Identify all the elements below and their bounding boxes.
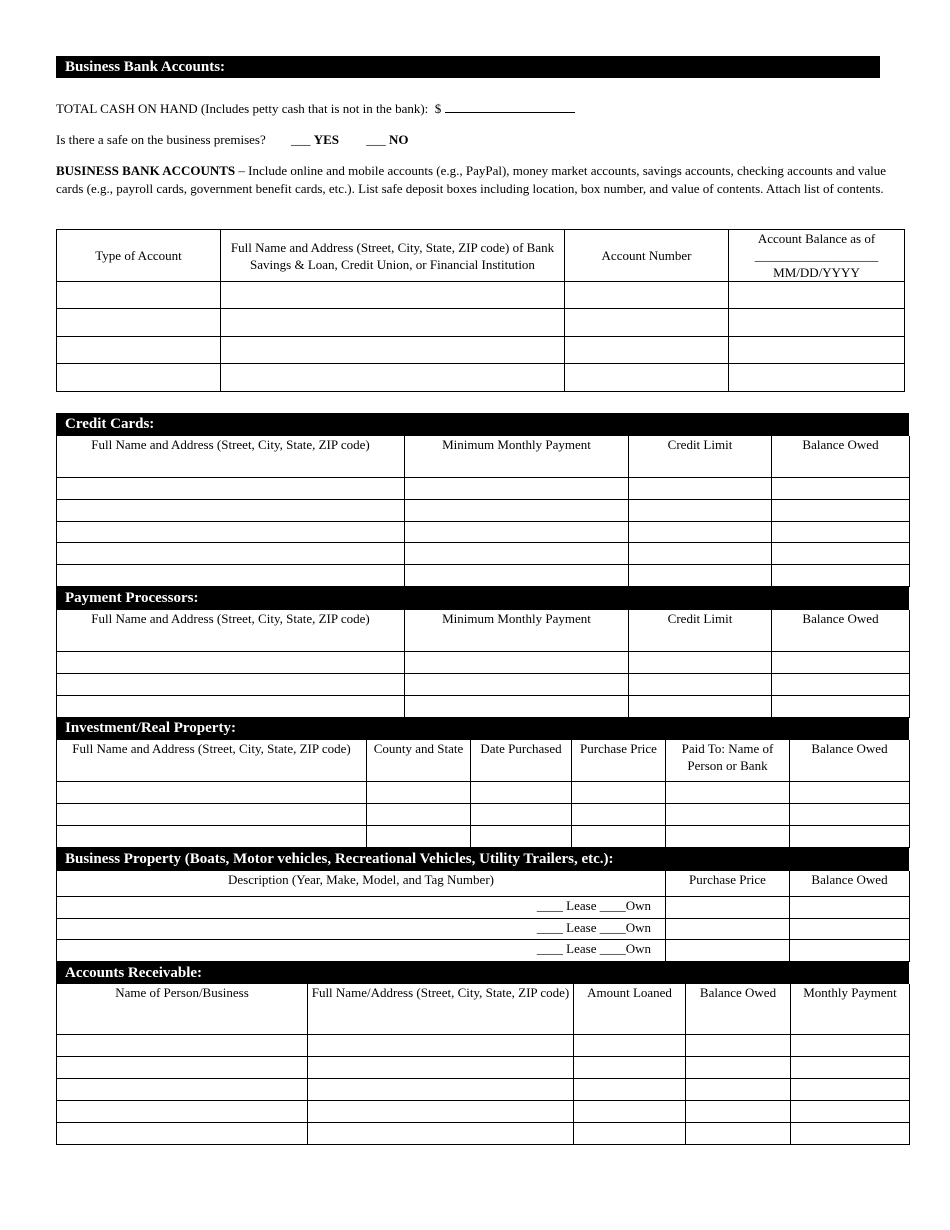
table-cell[interactable]: [471, 825, 572, 847]
investment-table: [56, 740, 910, 848]
table-cell[interactable]: [790, 781, 910, 803]
table-cell[interactable]: [308, 1100, 574, 1122]
table-cell[interactable]: [790, 939, 910, 961]
col-account-number: Account Number: [565, 230, 729, 282]
table-cell[interactable]: [57, 309, 221, 337]
table-row: [57, 337, 905, 364]
lease-own-option[interactable]: ____ Lease ____Own: [57, 918, 666, 939]
safe-question-row: [56, 131, 409, 148]
table-cell[interactable]: [574, 1078, 686, 1100]
cash-on-hand-row: [56, 99, 575, 117]
table-row: [57, 1078, 910, 1100]
table-cell[interactable]: [790, 825, 910, 847]
table-cell[interactable]: [308, 1056, 574, 1078]
col-institution-name: Full Name and Address (Street, City, State, ZIP code) of Bank Savings & Loan, Credit Union, or Financial Institution: [221, 230, 565, 282]
safe-question-label: Is there a safe on the business premises?: [56, 132, 266, 147]
table-cell[interactable]: [405, 673, 629, 695]
col-date-purchased: Date Purchased: [471, 740, 572, 781]
table-cell[interactable]: [57, 695, 405, 717]
table-cell[interactable]: [629, 499, 772, 521]
table-cell[interactable]: [367, 825, 471, 847]
table-cell[interactable]: [686, 1100, 791, 1122]
table-cell[interactable]: [666, 825, 790, 847]
table-row: [57, 542, 910, 564]
yes-blank[interactable]: ___: [291, 132, 311, 147]
table-row: [57, 803, 910, 825]
instructions-text: – Include online and mobile accounts (e.g., PayPal), money market accounts, savings accounts, checking accounts and value cards (e.g., payroll cards, government benefit cards, etc.). List safe deposit boxes including location, box number, and value of contents. Attach list of contents.: [56, 163, 887, 196]
table-cell[interactable]: [57, 337, 221, 364]
table-row: [57, 1034, 910, 1056]
col-type-of-account: Type of Account: [57, 230, 221, 282]
table-cell[interactable]: [572, 825, 666, 847]
table-cell[interactable]: [629, 695, 772, 717]
yes-label: YES: [313, 132, 340, 147]
table-cell[interactable]: [221, 364, 565, 392]
table-cell[interactable]: [57, 521, 405, 542]
bank-accounts-table: [56, 229, 905, 392]
table-cell[interactable]: [686, 1122, 791, 1144]
col-property-balance: Balance Owed: [790, 871, 910, 896]
no-label: NO: [389, 132, 409, 147]
table-cell[interactable]: [57, 1056, 308, 1078]
col-property-purchase-price: Purchase Price: [666, 871, 790, 896]
table-row: [57, 651, 910, 673]
table-cell[interactable]: [57, 651, 405, 673]
table-cell[interactable]: [790, 803, 910, 825]
table-row: [57, 309, 905, 337]
col-property-description: Description (Year, Make, Model, and Tag Number): [57, 871, 666, 896]
table-cell[interactable]: [57, 1100, 308, 1122]
table-cell[interactable]: [57, 564, 405, 586]
table-cell[interactable]: [666, 939, 790, 961]
credit-cards-table: [56, 436, 910, 587]
table-cell[interactable]: [729, 364, 905, 392]
table-cell[interactable]: [57, 542, 405, 564]
table-row: [57, 564, 910, 586]
table-cell[interactable]: [791, 1078, 910, 1100]
table-cell[interactable]: [57, 803, 367, 825]
table-cell[interactable]: [629, 521, 772, 542]
table-cell[interactable]: [221, 282, 565, 309]
table-cell[interactable]: [686, 1034, 791, 1056]
no-blank[interactable]: ___: [366, 132, 386, 147]
table-cell[interactable]: [629, 564, 772, 586]
col-processor-name: Full Name and Address (Street, City, State, ZIP code): [57, 610, 405, 651]
col-processor-limit: Credit Limit: [629, 610, 772, 651]
table-row: [57, 673, 910, 695]
table-cell[interactable]: [565, 337, 729, 364]
business-property-table: [56, 871, 910, 962]
instructions-title: BUSINESS BANK ACCOUNTS: [56, 163, 236, 178]
table-cell[interactable]: [405, 477, 629, 499]
table-cell[interactable]: [574, 1100, 686, 1122]
table-cell[interactable]: [574, 1056, 686, 1078]
table-cell[interactable]: [772, 477, 910, 499]
currency-symbol: $: [434, 101, 442, 116]
table-row: [57, 477, 910, 499]
col-paid-to: Paid To: Name of Person or Bank: [666, 740, 790, 781]
table-cell[interactable]: [57, 282, 221, 309]
col-account-balance: [729, 230, 905, 282]
table-cell[interactable]: [57, 1122, 308, 1144]
table-cell[interactable]: [405, 542, 629, 564]
table-cell[interactable]: [471, 803, 572, 825]
table-cell[interactable]: [790, 918, 910, 939]
table-row: [57, 1122, 910, 1144]
lease-own-option[interactable]: ____ Lease ____Own: [57, 939, 666, 961]
table-cell[interactable]: [308, 1078, 574, 1100]
table-cell[interactable]: [405, 564, 629, 586]
accounts-receivable-table: [56, 984, 910, 1145]
table-cell[interactable]: [57, 1034, 308, 1056]
table-cell[interactable]: [686, 1056, 791, 1078]
table-cell[interactable]: [57, 825, 367, 847]
table-row: [57, 896, 910, 918]
table-cell[interactable]: [772, 651, 910, 673]
table-cell[interactable]: [308, 1034, 574, 1056]
table-row: [57, 939, 910, 961]
investment-header: Investment/Real Property:: [56, 717, 909, 740]
business-property-header: Business Property (Boats, Motor vehicles, Recreational Vehicles, Utility Trailers, etc.):: [56, 847, 909, 871]
table-cell[interactable]: [572, 803, 666, 825]
table-cell[interactable]: [57, 499, 405, 521]
table-cell[interactable]: [666, 896, 790, 918]
payment-processors-header: Payment Processors:: [56, 586, 909, 610]
table-cell[interactable]: [729, 309, 905, 337]
col-processor-balance: Balance Owed: [772, 610, 910, 651]
table-row: [57, 521, 910, 542]
table-cell[interactable]: [57, 477, 405, 499]
table-cell[interactable]: [629, 673, 772, 695]
table-cell[interactable]: [666, 918, 790, 939]
balance-label: Account Balance as of: [757, 231, 876, 246]
table-cell[interactable]: [772, 542, 910, 564]
table-cell[interactable]: [686, 1078, 791, 1100]
col-credit-card-min-payment: Minimum Monthly Payment: [405, 436, 629, 477]
cash-on-hand-label: TOTAL CASH ON HAND (Includes petty cash that is not in the bank):: [56, 101, 429, 116]
col-investment-balance: Balance Owed: [790, 740, 910, 781]
table-cell[interactable]: [729, 337, 905, 364]
table-cell[interactable]: [471, 781, 572, 803]
col-monthly-payment: Monthly Payment: [791, 984, 910, 1034]
table-row: [57, 499, 910, 521]
table-row: [57, 364, 905, 392]
col-receivable-balance: Balance Owed: [686, 984, 791, 1034]
table-row: [57, 1100, 910, 1122]
table-cell[interactable]: [221, 337, 565, 364]
col-investment-name: Full Name and Address (Street, City, State, ZIP code): [57, 740, 367, 781]
table-row: [57, 825, 910, 847]
table-cell[interactable]: [57, 1078, 308, 1100]
col-receivable-name: Name of Person/Business: [57, 984, 308, 1034]
balance-date-blank[interactable]: ___________________: [754, 248, 879, 263]
table-row: [57, 918, 910, 939]
table-cell[interactable]: [565, 282, 729, 309]
table-cell[interactable]: [772, 673, 910, 695]
table-cell[interactable]: [574, 1122, 686, 1144]
balance-date-format: MM/DD/YYYY: [773, 265, 860, 280]
table-cell[interactable]: [772, 564, 910, 586]
payment-processors-table: [56, 610, 910, 718]
table-cell[interactable]: [405, 499, 629, 521]
table-cell[interactable]: [791, 1034, 910, 1056]
table-cell[interactable]: [772, 521, 910, 542]
table-cell[interactable]: [666, 781, 790, 803]
table-cell[interactable]: [367, 803, 471, 825]
table-cell[interactable]: [629, 477, 772, 499]
table-cell[interactable]: [565, 364, 729, 392]
table-cell[interactable]: [221, 309, 565, 337]
table-row: [57, 282, 905, 309]
col-amount-loaned: Amount Loaned: [574, 984, 686, 1034]
table-cell[interactable]: [405, 695, 629, 717]
table-cell[interactable]: [574, 1034, 686, 1056]
col-credit-card-balance: Balance Owed: [772, 436, 910, 477]
credit-cards-header: Credit Cards:: [56, 413, 909, 436]
table-cell[interactable]: [405, 651, 629, 673]
table-cell[interactable]: [405, 521, 629, 542]
table-cell[interactable]: [791, 1056, 910, 1078]
accounts-receivable-header: Accounts Receivable:: [56, 962, 909, 984]
table-cell[interactable]: [790, 896, 910, 918]
col-receivable-address: Full Name/Address (Street, City, State, ZIP code): [308, 984, 574, 1034]
lease-own-option[interactable]: ____ Lease ____Own: [57, 896, 666, 918]
col-credit-card-limit: Credit Limit: [629, 436, 772, 477]
col-credit-card-name: Full Name and Address (Street, City, State, ZIP code): [57, 436, 405, 477]
table-cell[interactable]: [629, 542, 772, 564]
table-cell[interactable]: [57, 673, 405, 695]
table-cell[interactable]: [772, 499, 910, 521]
table-cell[interactable]: [791, 1100, 910, 1122]
bank-accounts-header: Business Bank Accounts:: [56, 56, 880, 78]
table-cell[interactable]: [565, 309, 729, 337]
table-cell[interactable]: [666, 803, 790, 825]
table-row: [57, 781, 910, 803]
table-cell[interactable]: [791, 1122, 910, 1144]
col-processor-min-payment: Minimum Monthly Payment: [405, 610, 629, 651]
table-cell[interactable]: [629, 651, 772, 673]
table-cell[interactable]: [308, 1122, 574, 1144]
table-row: [57, 1056, 910, 1078]
table-cell[interactable]: [572, 781, 666, 803]
col-purchase-price: Purchase Price: [572, 740, 666, 781]
col-county-state: County and State: [367, 740, 471, 781]
table-cell[interactable]: [729, 282, 905, 309]
table-cell[interactable]: [772, 695, 910, 717]
table-cell[interactable]: [367, 781, 471, 803]
cash-on-hand-field[interactable]: [445, 99, 575, 113]
bank-accounts-instructions: [56, 162, 898, 198]
table-cell[interactable]: [57, 781, 367, 803]
table-row: [57, 695, 910, 717]
table-cell[interactable]: [57, 364, 221, 392]
